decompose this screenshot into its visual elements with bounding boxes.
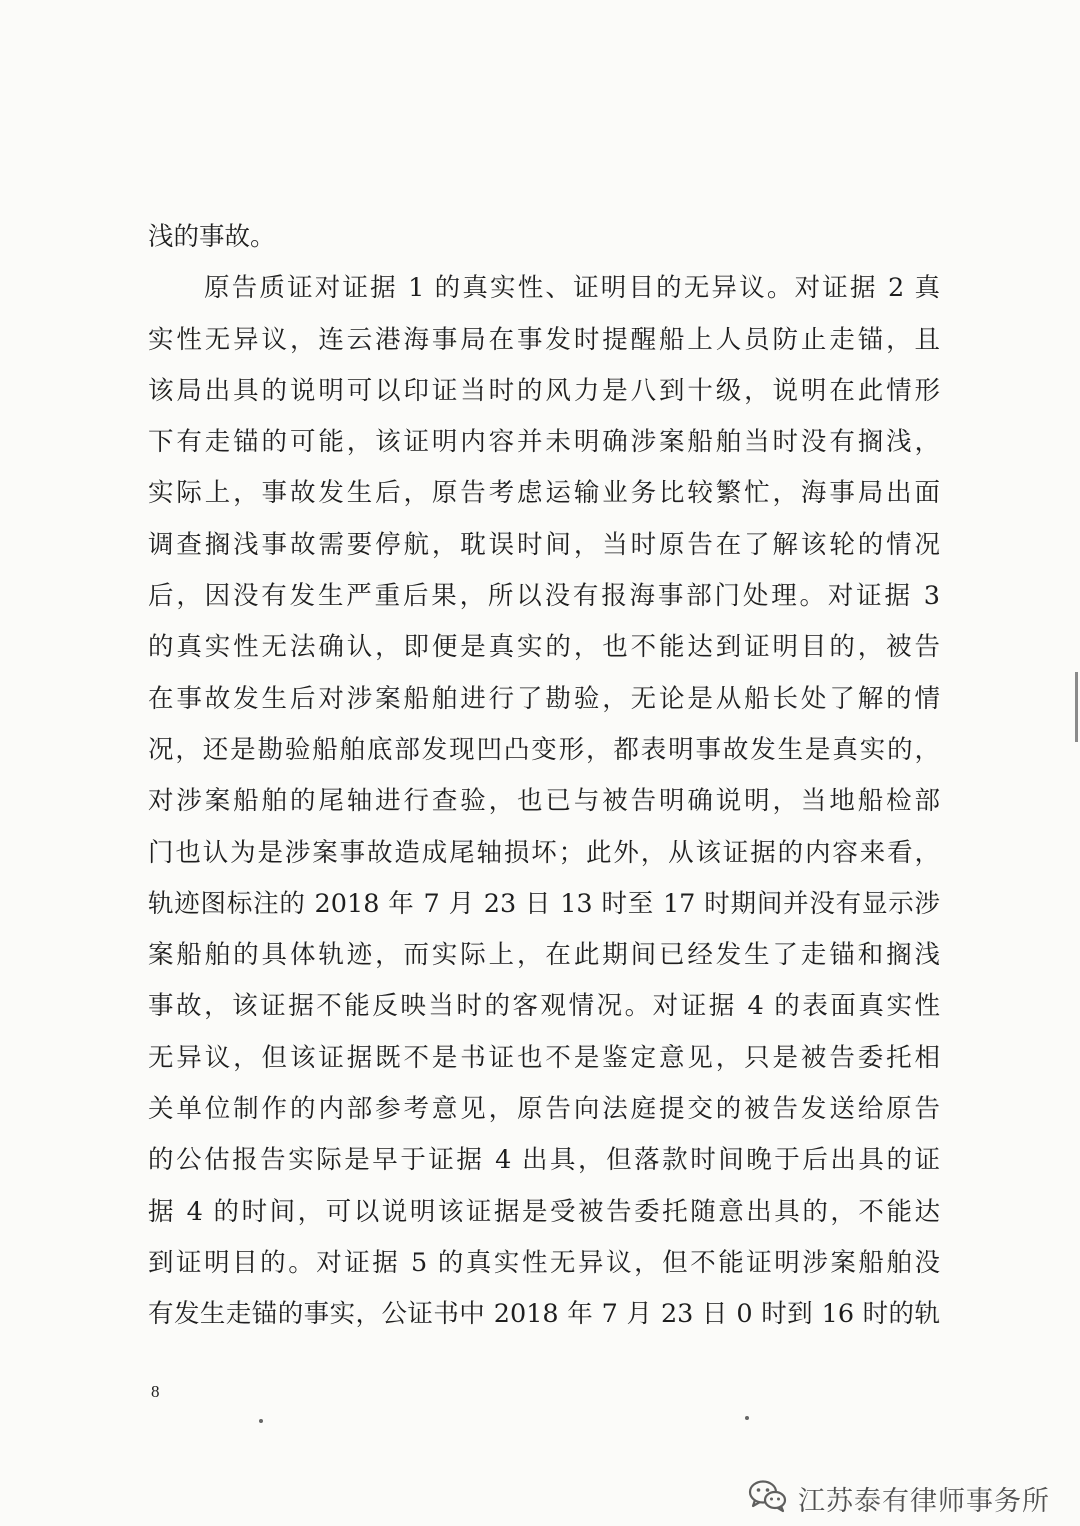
text-line: 有发生走锚的事实，公证书中 2018 年 7 月 23 日 0 时到 16 时的轨 (148, 1299, 940, 1330)
scan-edge-mark (1075, 672, 1078, 742)
text-line: 下有走锚的可能，该证明内容并未明确涉案船舶当时没有搁浅， (148, 427, 940, 458)
text-line: 据 4 的时间，可以说明该证据是受被告委托随意出具的，不能达 (148, 1196, 940, 1227)
text-line: 原告质证对证据 1 的真实性、证明目的无异议。对证据 2 真 (204, 273, 940, 304)
text-line: 事故，该证据不能反映当时的客观情况。对证据 4 的表面真实性 (148, 991, 940, 1022)
text-line: 轨迹图标注的 2018 年 7 月 23 日 13 时至 17 时期间并没有显示涉 (148, 888, 940, 919)
text-line: 的公估报告实际是早于证据 4 出具，但落款时间晚于后出具的证 (148, 1145, 940, 1176)
text-line: 到证明目的。对证据 5 的真实性无异议，但不能证明涉案船舶没 (148, 1247, 940, 1278)
text-line: 后，因没有发生严重后果，所以没有报海事部门处理。对证据 3 (148, 581, 940, 612)
text-line: 浅的事故。 (148, 222, 276, 252)
text-line: 无异议，但该证据既不是书证也不是鉴定意见，只是被告委托相 (148, 1042, 940, 1073)
text-line: 对涉案船舶的尾轴进行查验，也已与被告明确说明，当地船检部 (148, 786, 940, 817)
text-line: 实际上，事故发生后，原告考虑运输业务比较繁忙，海事局出面 (148, 478, 940, 509)
text-line: 该局出具的说明可以印证当时的风力是八到十级，说明在此情形 (148, 375, 940, 406)
text-line: 门也认为是涉案事故造成尾轴损坏；此外，从该证据的内容来看， (148, 837, 940, 868)
scan-speck (259, 1419, 263, 1423)
scan-speck (745, 1416, 749, 1420)
text-line: 案船舶的具体轨迹，而实际上，在此期间已经发生了走锚和搁浅 (148, 940, 940, 971)
watermark-text: 江苏泰有律师事务所 (798, 1485, 1050, 1517)
page-number: 8 (151, 1382, 160, 1401)
body-text (148, 212, 940, 1341)
wechat-icon (748, 1479, 788, 1517)
text-line: 关单位制作的内部参考意见，原告向法庭提交的被告发送给原告 (148, 1094, 940, 1125)
text-line: 的真实性无法确认，即便是真实的，也不能达到证明目的，被告 (148, 632, 940, 663)
text-line: 调查搁浅事故需要停航，耽误时间，当时原告在了解该轮的情况 (148, 529, 940, 560)
watermark (748, 1480, 1050, 1516)
text-line: 况，还是勘验船舶底部发现凹凸变形，都表明事故发生是真实的， (148, 734, 940, 765)
text-line: 在事故发生后对涉案船舶进行了勘验，无论是从船长处了解的情 (148, 683, 940, 714)
text-line: 实性无异议，连云港海事局在事发时提醒船上人员防止走锚，且 (148, 324, 940, 355)
